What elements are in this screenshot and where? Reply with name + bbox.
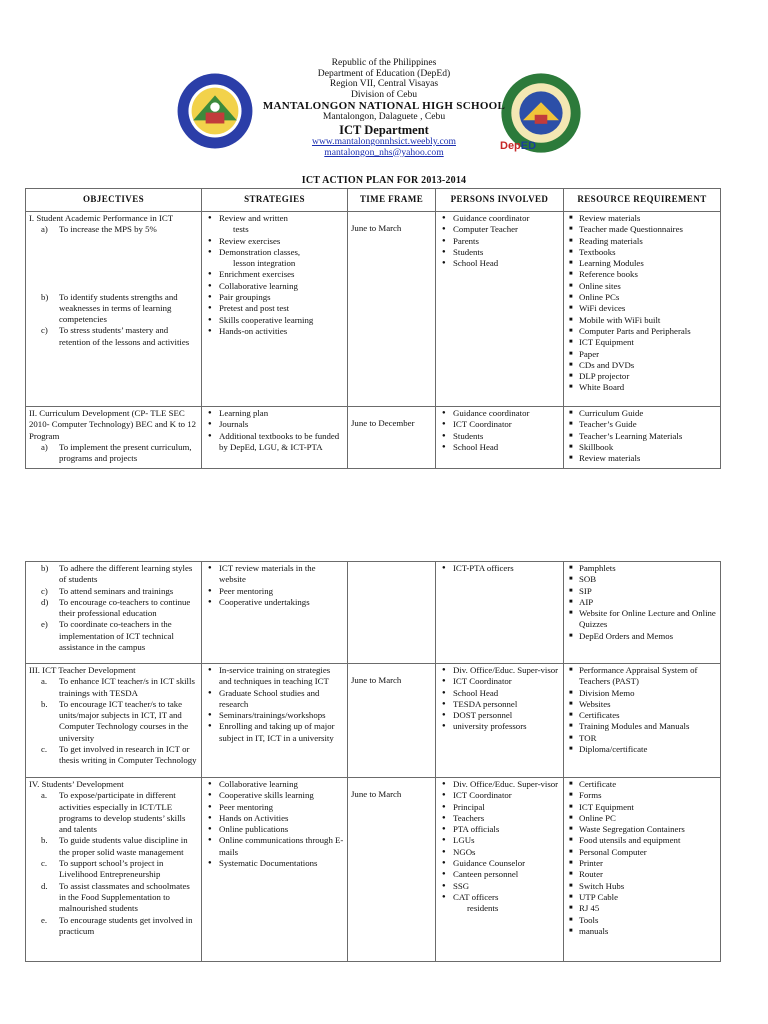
list-item: ● Div. Office/Educ. Super-visor bbox=[453, 665, 560, 676]
list-item: ● Seminars/trainings/workshops bbox=[219, 710, 344, 721]
list-item: ■ Online PCs bbox=[579, 292, 717, 303]
list-item: ■ Online sites bbox=[579, 281, 717, 292]
table-row bbox=[26, 212, 721, 407]
list-item: ● Computer Teacher bbox=[453, 224, 560, 235]
list-item: ● In-service training on strategies and techniques in teaching ICT bbox=[219, 665, 344, 688]
list-item: ■ Website for Online Lecture and Online Quizzes bbox=[579, 608, 717, 631]
list-item: ● Parents bbox=[453, 236, 560, 247]
column-header-resources: RESOURCE REQUIREMENT bbox=[564, 189, 721, 212]
column-header-time-frame: TIME FRAME bbox=[348, 189, 436, 212]
letterhead-line: Division of Cebu bbox=[350, 88, 418, 100]
list-item: ● Online publications bbox=[219, 824, 344, 835]
objective-item: d. To assist classmates and schoolmates in the Food Supplementation to malnourished students bbox=[41, 880, 190, 914]
list-item: ● LGUs bbox=[453, 835, 560, 846]
list-item: ■ AIP bbox=[579, 597, 717, 608]
persons-cell bbox=[436, 778, 564, 962]
section-heading: I. Student Academic Performance in ICT bbox=[29, 213, 174, 223]
list-item-continuation: lesson integration bbox=[233, 258, 296, 269]
list-item: ■ Mobile with WiFi built bbox=[579, 315, 717, 326]
list-item: ■ Textbooks bbox=[579, 247, 717, 258]
list-item: ● Students bbox=[453, 431, 560, 442]
list-item: ■ ICT Equipment bbox=[579, 802, 717, 813]
list-item: ● Guidance coordinator bbox=[453, 408, 560, 419]
list-item: ● Demonstration classes, bbox=[219, 247, 344, 258]
section-heading: III. ICT Teacher Development bbox=[29, 665, 136, 675]
objectives-cell bbox=[26, 407, 202, 469]
objective-item: b) To adhere the different learning styles of students bbox=[41, 563, 193, 585]
resources-cell bbox=[564, 664, 721, 778]
list-item: ■ Performance Appraisal System of Teachers (PAST) bbox=[579, 665, 717, 688]
persons-cell bbox=[436, 212, 564, 407]
persons-cell bbox=[436, 562, 564, 664]
strategies-cell bbox=[202, 562, 348, 664]
time-frame-cell bbox=[348, 664, 436, 778]
objectives-cell bbox=[26, 562, 202, 664]
time-frame-cell bbox=[348, 778, 436, 962]
list-item: ● NGOs bbox=[453, 847, 560, 858]
time-frame-text: June to March bbox=[351, 675, 402, 685]
list-item: ● School Head bbox=[453, 688, 560, 699]
list-item: ● Cooperative skills learning bbox=[219, 790, 344, 801]
time-frame-cell bbox=[348, 407, 436, 469]
resources-cell bbox=[564, 778, 721, 962]
list-item: ● Teachers bbox=[453, 813, 560, 824]
list-item: ■ Reference books bbox=[579, 269, 717, 280]
list-item: ● Systematic Documentations bbox=[219, 858, 344, 869]
list-item: ● Enrichment exercises bbox=[219, 269, 344, 280]
objective-item: c. To support school’s project in Livelihood Entrepreneurship bbox=[41, 858, 164, 880]
list-item: ■ Switch Hubs bbox=[579, 881, 717, 892]
list-item: ■ SIP bbox=[579, 586, 717, 597]
strategies-cell bbox=[202, 407, 348, 469]
time-frame-text: June to March bbox=[351, 223, 402, 233]
objective-item: b) To identify students strengths and weaknesses in terms of learning competencies bbox=[41, 291, 178, 325]
strategies-cell bbox=[202, 664, 348, 778]
list-item: ● Hands-on activities bbox=[219, 326, 344, 337]
list-item: ● Guidance coordinator bbox=[453, 213, 560, 224]
table-row bbox=[26, 562, 721, 664]
list-item: ■ UTP Cable bbox=[579, 892, 717, 903]
persons-cell bbox=[436, 407, 564, 469]
list-item: ■ Teacher’s Guide bbox=[579, 419, 717, 430]
list-item: ■ ICT Equipment bbox=[579, 337, 717, 348]
action-plan-table-part2 bbox=[25, 561, 721, 962]
list-item: ■ Computer Parts and Peripherals bbox=[579, 326, 717, 337]
objectives-cell bbox=[26, 664, 202, 778]
table-row bbox=[26, 664, 721, 778]
list-item: ● Hands on Activities bbox=[219, 813, 344, 824]
list-item: ● Peer mentoring bbox=[219, 586, 344, 597]
objective-item: b. To encourage ICT teacher/s to take units/major subjects in ICT, IT and Computer Technology courses in the university bbox=[41, 698, 189, 743]
school-address: Mantalongon, Dalaguete , Cebu bbox=[322, 111, 446, 123]
objectives-cell bbox=[26, 212, 202, 407]
list-item: ■ Curriculum Guide bbox=[579, 408, 717, 419]
list-item: ■ Learning Modules bbox=[579, 258, 717, 269]
list-item: ■ Pamphlets bbox=[579, 563, 717, 574]
list-item: ● Online communications through E-mails bbox=[219, 835, 344, 858]
list-item: ■ Waste Segregation Containers bbox=[579, 824, 717, 835]
list-item: ■ RJ 45 bbox=[579, 903, 717, 914]
list-item: ● Principal bbox=[453, 802, 560, 813]
list-item: ■ Food utensils and equipment bbox=[579, 835, 717, 846]
objective-item: c. To get involved in research in ICT or thesis writing in Computer Technology bbox=[41, 744, 197, 766]
plan-title: ICT ACTION PLAN FOR 2013-2014 bbox=[301, 175, 467, 186]
list-item: ● Students bbox=[453, 247, 560, 258]
list-item: ■ Paper bbox=[579, 349, 717, 360]
objective-item: b. To guide students value discipline in the proper solid waste management bbox=[41, 835, 188, 857]
list-item: ■ WiFi devices bbox=[579, 303, 717, 314]
list-item: ■ Teacher made Questionnaires bbox=[579, 224, 717, 235]
list-item: ● ICT Coordinator bbox=[453, 419, 560, 430]
list-item: ■ Online PC bbox=[579, 813, 717, 824]
letterhead-line: Region VII, Central Visayas bbox=[329, 78, 439, 90]
list-item: ■ SOB bbox=[579, 574, 717, 585]
list-item: ■ Personal Computer bbox=[579, 847, 717, 858]
list-item: ■ Diploma/certificate bbox=[579, 744, 717, 755]
objective-item: c) To stress students’ mastery and retention of the lessons and activities bbox=[41, 325, 190, 347]
list-item: ■ CDs and DVDs bbox=[579, 360, 717, 371]
list-item: ■ Router bbox=[579, 869, 717, 880]
list-item: ● Review exercises bbox=[219, 236, 344, 247]
objective-item: e) To coordinate co-teachers in the implementation of ICT technical assistance in the campus bbox=[41, 619, 174, 653]
list-item: ● SSG bbox=[453, 881, 560, 892]
list-item: ● PTA officials bbox=[453, 824, 560, 835]
list-item: ■ Training Modules and Manuals bbox=[579, 721, 717, 732]
list-item: ■ White Board bbox=[579, 382, 717, 393]
list-item: ■ Skillbook bbox=[579, 442, 717, 453]
list-item: ● ICT-PTA officers bbox=[453, 563, 560, 574]
list-item: ● TESDA personnel bbox=[453, 699, 560, 710]
list-item: ■ manuals bbox=[579, 926, 717, 937]
list-item: ● ICT Coordinator bbox=[453, 790, 560, 801]
action-plan-table-part1 bbox=[25, 188, 721, 469]
list-item: ● ICT Coordinator bbox=[453, 676, 560, 687]
list-item: ● Collaborative learning bbox=[219, 779, 344, 790]
list-item: ■ Forms bbox=[579, 790, 717, 801]
table-header-row bbox=[26, 189, 721, 212]
list-item: ● Cooperative undertakings bbox=[219, 597, 344, 608]
email-link[interactable]: mantalongon_nhs@yahoo.com bbox=[324, 146, 444, 158]
list-item: ● Enrolling and taking up of major subject in IT, ICT in a university bbox=[219, 721, 344, 744]
objective-item: d) To encourage co-teachers to continue their professional education bbox=[41, 596, 191, 619]
list-item: ● School Head bbox=[453, 442, 560, 453]
persons-cell bbox=[436, 664, 564, 778]
list-item: ● Pretest and post test bbox=[219, 303, 344, 314]
list-item: ■ Printer bbox=[579, 858, 717, 869]
objective-item: a. To enhance ICT teacher/s in ICT skills trainings with TESDA bbox=[41, 676, 195, 698]
list-item: ● Peer mentoring bbox=[219, 802, 344, 813]
table-row bbox=[26, 407, 721, 469]
department-name: ICT Department bbox=[339, 122, 429, 137]
objective-item: a. To expose/participate in different activities especially in ICT/TLE programs to develop students’ skills and talents bbox=[41, 790, 186, 835]
objectives-cell bbox=[26, 778, 202, 962]
objective-item: a) To increase the MPS by 5% bbox=[41, 224, 157, 235]
section-heading: IV. Students’ Development bbox=[29, 779, 124, 789]
time-frame-text: June to December bbox=[351, 418, 415, 428]
list-item: ■ Websites bbox=[579, 699, 717, 710]
list-item: ■ Tools bbox=[579, 915, 717, 926]
list-item: ■ Certificate bbox=[579, 779, 717, 790]
time-frame-text: June to March bbox=[351, 789, 402, 799]
section-heading: II. Curriculum Development (CP- TLE SEC 2010- Computer Technology) BEC and K to 12 Program bbox=[29, 408, 197, 441]
website-link[interactable]: www.mantalongonnhsict.weebly.com bbox=[312, 135, 456, 147]
letterhead-line: Department of Education (DepEd) bbox=[317, 67, 451, 79]
list-item: ● university professors bbox=[453, 721, 560, 732]
resources-cell bbox=[564, 407, 721, 469]
objective-item: c) To attend seminars and trainings bbox=[41, 585, 174, 596]
list-item: ■ DLP projector bbox=[579, 371, 717, 382]
column-header-objectives: OBJECTIVES bbox=[26, 189, 202, 212]
list-item: ● School Head bbox=[453, 258, 560, 269]
list-item: ● Skills cooperative learning bbox=[219, 315, 344, 326]
list-item-continuation: residents bbox=[467, 903, 499, 914]
list-item: ■ Division Memo bbox=[579, 688, 717, 699]
list-item: ● Graduate School studies and research bbox=[219, 688, 344, 711]
list-item: ● Journals bbox=[219, 419, 344, 430]
list-item: ■ DepEd Orders and Memos bbox=[579, 631, 717, 642]
list-item: ● Additional textbooks to be funded by DepEd, LGU, & ICT-PTA bbox=[219, 431, 344, 454]
list-item: ■ Review materials bbox=[579, 213, 717, 224]
objective-item: a) To implement the present curriculum, programs and projects bbox=[41, 441, 192, 464]
list-item: ● Div. Office/Educ. Super-visor bbox=[453, 779, 560, 790]
list-item: ● Canteen personnel bbox=[453, 869, 560, 880]
list-item: ● ICT review materials in the website bbox=[219, 563, 344, 586]
time-frame-cell bbox=[348, 562, 436, 664]
objective-item: e. To encourage students get involved in practicum bbox=[41, 914, 193, 936]
list-item-continuation: tests bbox=[233, 224, 249, 235]
list-item: ● Pair groupings bbox=[219, 292, 344, 303]
list-item: ● Guidance Counselor bbox=[453, 858, 560, 869]
strategies-cell bbox=[202, 778, 348, 962]
column-header-persons: PERSONS INVOLVED bbox=[436, 189, 564, 212]
strategies-cell bbox=[202, 212, 348, 407]
resources-cell bbox=[564, 562, 721, 664]
list-item: ■ Review materials bbox=[579, 453, 717, 464]
deped-logo-text: DepED bbox=[500, 140, 537, 152]
list-item: ● Learning plan bbox=[219, 408, 344, 419]
time-frame-cell bbox=[348, 212, 436, 407]
list-item: ● Review and written bbox=[219, 213, 344, 224]
list-item: ● CAT officers bbox=[453, 892, 560, 903]
list-item: ● Collaborative learning bbox=[219, 281, 344, 292]
table-row bbox=[26, 778, 721, 962]
school-name: MANTALONGON NATIONAL HIGH SCHOOL bbox=[262, 100, 506, 113]
resources-cell bbox=[564, 212, 721, 407]
letterhead bbox=[0, 58, 768, 158]
list-item: ■ TOR bbox=[579, 733, 717, 744]
list-item: ■ Reading materials bbox=[579, 236, 717, 247]
letterhead-line: Republic of the Philippines bbox=[331, 57, 437, 68]
column-header-strategies: STRATEGIES bbox=[202, 189, 348, 212]
list-item: ■ Teacher’s Learning Materials bbox=[579, 431, 717, 442]
list-item: ■ Certificates bbox=[579, 710, 717, 721]
list-item: ● DOST personnel bbox=[453, 710, 560, 721]
